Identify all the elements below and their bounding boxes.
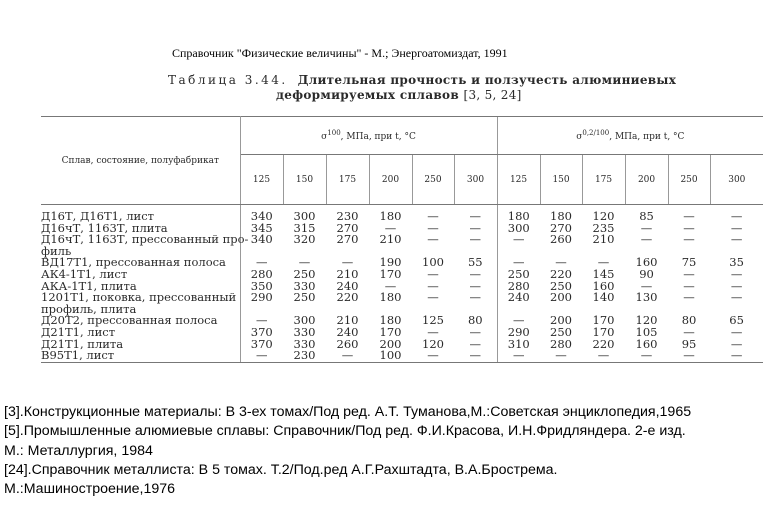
alloy-cell: Д20Т2, прессованная полоса [41,313,218,328]
caption-line-1 [168,73,676,87]
value-cell: 370 [240,339,283,351]
value-cell: 200 [550,313,572,328]
g1-sub: 100 [327,129,341,137]
value-cell: — [730,324,743,339]
alloy-cell: Д21Т1, лист [41,324,116,339]
g1-sym: σ [321,132,328,142]
value-cell: 250 [550,278,572,293]
value-cell: 55 [467,255,483,270]
table-row [41,234,763,246]
temp-header-g1-0: 125 [240,155,283,205]
table-row [41,339,763,351]
reference-5: [5].Промышленные алюмиевые сплавы: Справочник/Под ред. Ф.И.Красова, И.Н.Фридляндера. 2-е изд. [4,423,686,440]
reference-24: [24].Справочник металлиста: В 5 томах. Т.2/Под.ред А.Г.Рахштадта, В.А.Брострема. [4,461,558,478]
value-cell: — [469,209,482,223]
value-cell: 75 [681,255,697,270]
temp-header-g1-1: 150 [283,155,326,205]
value-cell: — [730,266,743,281]
value-cell: — [683,290,695,305]
value-cell: — [341,255,354,270]
value-cell: 230 [283,350,326,362]
value-cell: — [497,234,540,246]
value-cell: — [497,350,540,362]
value-cell: 235 [592,220,615,235]
value-cell: — [497,315,540,327]
value-cell: 290 [240,292,283,304]
alloy-cell: 1201Т1, поковка, прессованный [41,290,237,305]
value-cell: — [469,266,482,281]
value-cell: 270 [336,232,359,247]
alloy-cell: Д16Т, Д16Т1, лист [41,209,155,223]
alloy-cell: Д16чТ, 1163Т, прессованный про- [41,232,249,247]
table-row [41,292,763,304]
value-cell: — [298,255,311,270]
alloy-cell: В95Т1, лист [41,350,240,362]
value-cell: 210 [592,232,615,247]
value-cell: 90 [639,266,654,281]
g2-sub: 0,2/100 [582,129,610,137]
value-cell: — [384,278,397,293]
value-cell: 145 [592,266,615,281]
value-cell: 300 [293,209,316,223]
value-cell: 200 [379,336,402,351]
value-cell: — [469,278,482,293]
value-cell: — [384,220,397,235]
value-cell: 250 [497,269,540,281]
value-cell: 290 [497,327,540,339]
value-cell: 370 [240,327,283,339]
value-cell: — [730,232,743,247]
value-cell: 250 [293,290,316,305]
temp-header-g2-0: 125 [497,155,540,205]
value-cell: 120 [635,313,658,328]
temp-header-g1-5: 300 [454,155,497,205]
value-cell: 170 [379,324,402,339]
value-cell: 270 [550,220,572,235]
value-cell: — [683,232,695,247]
value-cell: — [730,209,743,223]
value-cell: 310 [497,339,540,351]
value-cell: — [469,336,482,351]
value-cell: — [240,257,283,269]
value-cell: 170 [379,266,402,281]
value-cell: — [640,278,653,293]
value-cell: 280 [240,269,283,281]
value-cell: 230 [336,209,359,223]
value-cell: 170 [592,313,615,328]
temp-header-g1-2: 175 [326,155,369,205]
value-cell: — [427,290,439,305]
table-title-line1: Длительная прочность и ползучесть алюминиевых [297,73,677,87]
value-cell: 180 [497,205,540,223]
value-cell: — [427,324,439,339]
value-cell: — [730,336,743,351]
value-cell: — [454,350,497,362]
value-cell: 85 [639,209,654,223]
value-cell: 180 [379,290,402,305]
value-cell: 260 [550,232,572,247]
value-cell: — [240,350,283,362]
reference-24-cont: М.:Машиностроение,1976 [4,481,176,498]
value-cell: 140 [592,290,615,305]
value-cell: — [469,290,482,305]
value-cell: 35 [729,255,744,270]
value-cell: 250 [293,266,316,281]
value-cell: 180 [550,209,572,223]
value-cell: 190 [379,255,402,270]
temp-header-g2-4: 250 [668,155,710,205]
alloy-cell: профиль, плита [41,301,137,316]
table-refs: [3, 5, 24] [463,88,522,102]
value-cell: — [625,350,668,362]
source-citation: Справочник "Физические величины" - М.; Энергоатомиздат, 1991 [172,46,508,60]
value-cell: 330 [293,336,316,351]
value-cell: 260 [336,336,359,351]
g1-rest: , МПа, при t, °С [340,132,416,142]
value-cell: — [710,350,763,362]
temp-header-g2-5: 300 [710,155,763,205]
value-cell: 300 [293,313,316,328]
value-cell: — [683,209,695,223]
value-cell: 200 [550,290,572,305]
value-cell: — [555,255,567,270]
alloy-column-header: Сплав, состояние, полуфабрикат [41,117,240,205]
value-cell: 210 [336,266,359,281]
alloy-cell: АКА-1Т1, плита [41,278,137,293]
value-cell: 280 [550,336,572,351]
alloy-cell: ВД17Т1, прессованная полоса [41,255,226,270]
table-label: Таблица 3.44. [168,73,288,87]
value-cell: — [683,220,695,235]
value-cell: 130 [635,290,658,305]
value-cell: — [730,220,743,235]
g2-rest: , МПа, при t, °С [609,132,685,142]
value-cell: 120 [592,209,615,223]
value-cell: 350 [240,281,283,293]
table-row [41,269,763,281]
value-cell: 240 [336,324,359,339]
value-cell: 180 [379,313,402,328]
value-cell: 315 [293,220,316,235]
value-cell: 220 [336,290,359,305]
value-cell: 300 [497,223,540,235]
stress-rupture-header [240,117,497,155]
temp-header-g2-3: 200 [625,155,668,205]
value-cell: — [427,232,439,247]
value-cell: 80 [681,313,697,328]
value-cell: — [730,278,743,293]
value-cell: 320 [293,232,316,247]
value-cell: 210 [336,313,359,328]
value-cell: 120 [422,336,444,351]
value-cell: — [640,232,653,247]
value-cell: 180 [379,209,402,223]
value-cell: — [412,350,454,362]
g2-sym: σ [576,132,583,142]
value-cell: 345 [240,223,283,235]
value-cell: — [730,290,743,305]
table-body [41,205,763,363]
value-cell: — [582,350,625,362]
value-cell: — [427,220,439,235]
value-cell: 170 [592,324,615,339]
temp-header-g2-2: 175 [582,155,625,205]
value-cell: — [640,220,653,235]
value-cell: — [326,350,369,362]
properties-table [41,116,763,363]
value-cell: 220 [550,266,572,281]
value-cell: — [469,324,482,339]
temp-header-g1-3: 200 [369,155,412,205]
value-cell: — [540,350,582,362]
value-cell: 330 [293,324,316,339]
value-cell: 330 [293,278,316,293]
alloy-cell: Д21Т1, плита [41,336,124,351]
value-cell: 160 [635,336,658,351]
value-cell: 105 [635,324,658,339]
value-cell: — [469,220,482,235]
value-cell: 210 [379,232,402,247]
creep-header [497,117,763,155]
temp-header-g1-4: 250 [412,155,454,205]
value-cell: — [683,266,695,281]
value-cell: 340 [240,234,283,246]
reference-5-cont: М.: Металлургия, 1984 [4,442,153,459]
value-cell: — [683,278,695,293]
value-cell: — [427,278,439,293]
caption-line-2 [276,88,522,102]
value-cell: 240 [497,292,540,304]
value-cell: — [497,257,540,269]
table-row [41,350,763,362]
value-cell: 250 [550,324,572,339]
value-cell: — [683,324,695,339]
value-cell: 95 [681,336,697,351]
value-cell: 100 [369,350,412,362]
value-cell: — [668,350,710,362]
value-cell: 240 [336,278,359,293]
value-cell: 125 [422,313,444,328]
value-cell: 220 [592,336,615,351]
references [4,403,691,499]
table-row [41,205,763,223]
alloy-cell: филь [41,243,72,258]
value-cell: 160 [592,278,615,293]
value-cell: — [469,232,482,247]
alloy-cell: Д16чТ, 1163Т, плита [41,220,168,235]
value-cell: 340 [240,205,283,223]
value-cell: — [240,315,283,327]
value-cell: 100 [422,255,444,270]
value-cell: 280 [497,281,540,293]
value-cell: 270 [336,220,359,235]
value-cell: 160 [635,255,658,270]
value-cell: — [427,209,439,223]
reference-3: [3].Конструкционные материалы: В 3-ех томах/Под ред. А.Т. Туманова,М.:Советская энциклопедия,1965 [4,404,692,420]
value-cell: 80 [467,313,483,328]
temp-header-g2-1: 150 [540,155,582,205]
value-cell: 65 [729,313,744,328]
alloy-cell: АК4-1Т1, лист [41,266,128,281]
table-title-line2: деформируемых сплавов [276,88,459,102]
value-cell: — [597,255,610,270]
table-row [41,257,763,269]
value-cell: — [427,266,439,281]
